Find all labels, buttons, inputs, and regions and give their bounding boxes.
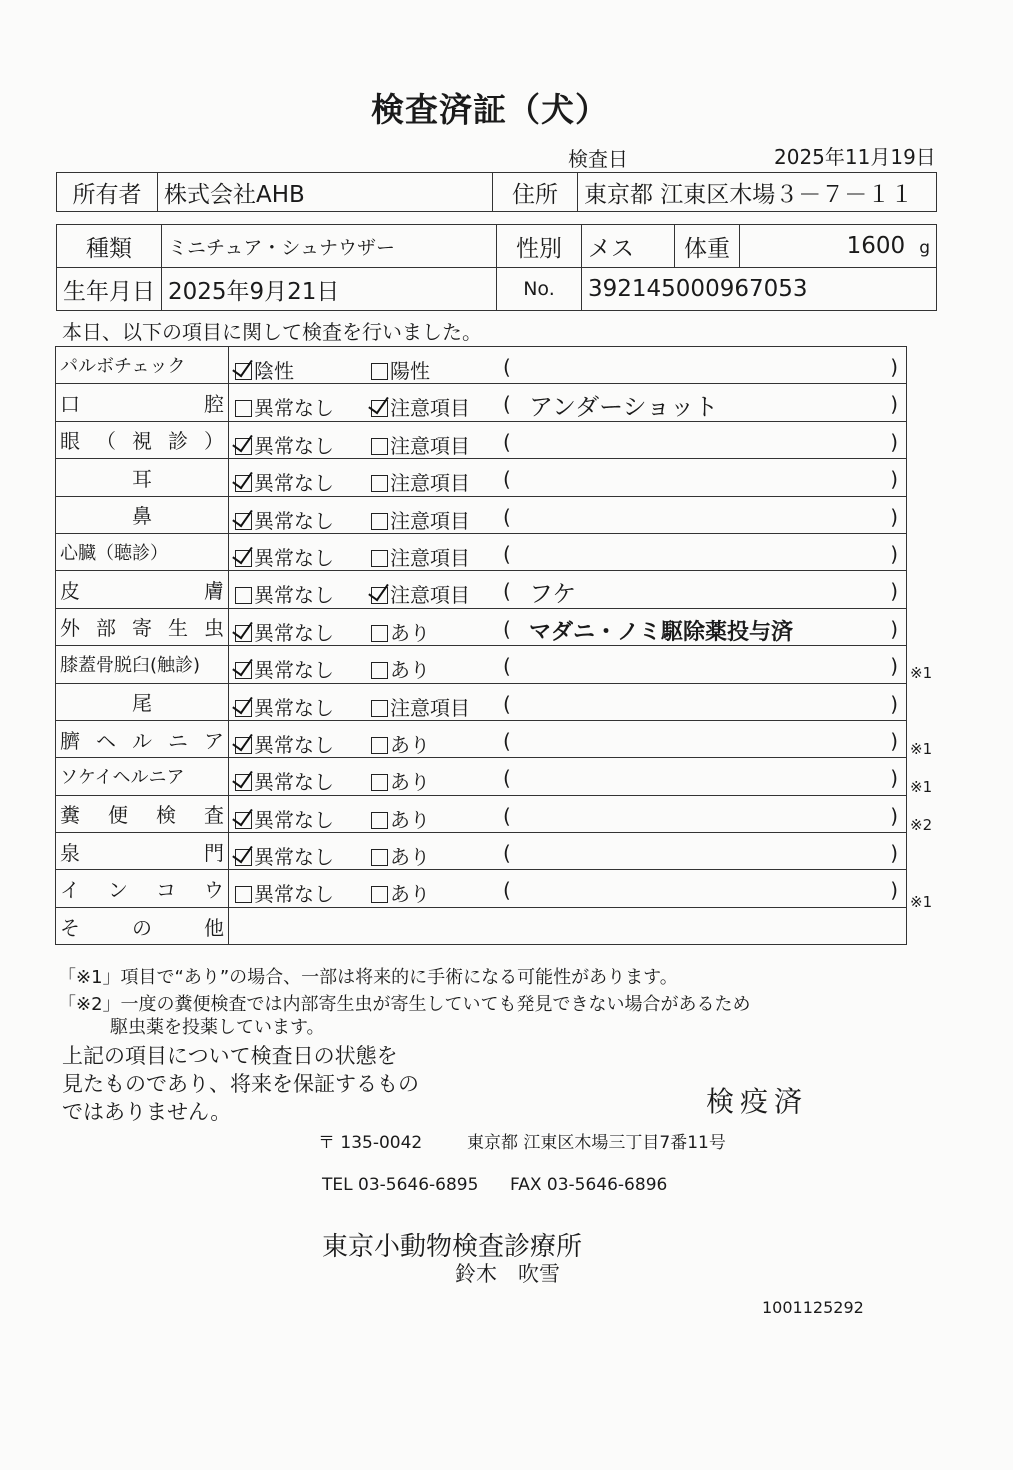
paren-open: ( [503, 654, 511, 679]
quarantine-stamp: 検疫済 [706, 1085, 809, 1118]
checklist-item [56, 347, 229, 384]
item-label: 尾 [132, 691, 152, 716]
option-2[interactable]: 注意項目 [371, 392, 470, 421]
note-text: マダニ・ノミ駆除薬投与済 [529, 619, 794, 645]
checklist-item [56, 421, 229, 458]
clinic-address: 東京都 江東区木場三丁目7番11号 [467, 1133, 726, 1153]
checklist-options [229, 608, 907, 645]
clinic-person: 鈴木 吹雪 [455, 1262, 560, 1286]
checklist-item [56, 795, 229, 832]
exam-date-value: 2025年11月19日 [774, 145, 936, 169]
weight-unit: g [919, 238, 930, 258]
checkbox-icon[interactable] [235, 774, 252, 791]
option-1[interactable]: 異常なし [235, 692, 334, 721]
no-value: 392145000967053 [582, 268, 937, 311]
weight-label: 体重 [675, 225, 740, 268]
checkbox-icon[interactable] [371, 363, 388, 380]
paren-open: ( [503, 728, 511, 753]
paren-open: ( [503, 429, 511, 454]
option-2[interactable]: 注意項目 [371, 467, 470, 496]
paren-open: ( [503, 691, 511, 716]
option-1[interactable]: 異常なし [235, 766, 334, 795]
footnote-mark: ※1 [910, 663, 933, 682]
item-label: 眼 （ 視 診 ） [60, 429, 224, 454]
document-title: 検査済証（犬） [371, 90, 609, 129]
item-label: そ の 他 [60, 915, 224, 940]
checkbox-icon[interactable] [371, 662, 388, 679]
dob-label: 生年月日 [57, 268, 162, 311]
checklist-options [229, 646, 907, 683]
checkbox-icon[interactable] [371, 513, 388, 530]
item-label: 膝蓋骨脱臼(触診) [60, 655, 201, 677]
weight-value: 1600 [846, 233, 906, 259]
paren-close: ) [890, 429, 898, 454]
item-label: 皮 膚 [60, 579, 224, 604]
checklist-options [229, 347, 907, 384]
paren-open: ( [503, 541, 511, 566]
disclaimer-line: 見たものであり、将来を保証するもの [62, 1072, 419, 1096]
checklist-item [56, 646, 229, 683]
footnote-mark: ※1 [910, 740, 933, 758]
item-label: 泉 門 [60, 840, 224, 865]
paren-close: ) [890, 878, 898, 903]
checkbox-icon[interactable] [371, 400, 388, 417]
exam-checklist [55, 346, 907, 945]
checkbox-icon[interactable] [235, 400, 252, 417]
checklist-item [56, 870, 229, 907]
paren-close: ) [890, 541, 898, 566]
checkbox-icon[interactable] [235, 849, 252, 866]
disclaimer [62, 1042, 419, 1126]
checklist-options [229, 533, 907, 570]
footnote-2a: 「※2」一度の糞便検査では内部寄生虫が寄生していても発見できない場合があるため [58, 994, 751, 1015]
checkbox-icon[interactable] [235, 438, 252, 455]
animal-info-table [56, 224, 937, 311]
serial-number: 1001125292 [762, 1298, 864, 1317]
checklist-row [56, 421, 907, 458]
option-1[interactable]: 異常なし [235, 430, 334, 459]
checklist-item [56, 459, 229, 496]
checkbox-icon[interactable] [371, 700, 388, 717]
checklist-item [56, 758, 229, 795]
checkbox-icon[interactable] [235, 475, 252, 492]
clinic-fax: FAX 03-5646-6896 [510, 1175, 668, 1195]
paren-close: ) [890, 728, 898, 753]
item-label: 鼻 [132, 504, 152, 529]
item-label: 耳 [132, 466, 152, 491]
checkbox-icon[interactable] [235, 662, 252, 679]
paren-open: ( [503, 392, 511, 417]
breed-label: 種類 [57, 225, 162, 268]
checkbox-icon[interactable] [371, 886, 388, 903]
checklist-row [56, 795, 907, 832]
option-1[interactable]: 陰性 [235, 355, 294, 384]
checkbox-icon[interactable] [235, 886, 252, 903]
footnote-mark: ※1 [910, 892, 933, 911]
paren-open: ( [503, 467, 511, 492]
no-label: No. [497, 268, 582, 311]
option-2[interactable]: あり [371, 654, 430, 683]
checklist-row [56, 384, 907, 421]
checklist-row [56, 758, 907, 795]
item-label: 口 腔 [60, 392, 224, 417]
option-1[interactable]: 異常なし [235, 467, 334, 496]
weight-cell [740, 225, 937, 268]
option-2[interactable]: あり [371, 766, 430, 795]
checkbox-icon[interactable] [371, 737, 388, 754]
paren-open: ( [503, 766, 511, 791]
paren-close: ) [890, 691, 898, 716]
paren-open: ( [503, 355, 511, 379]
checklist-row [56, 347, 907, 384]
checklist-row [56, 533, 907, 570]
paren-open: ( [503, 803, 511, 828]
paren-close: ) [890, 803, 898, 828]
note-text: フケ [529, 580, 577, 609]
disclaimer-line: 上記の項目について検査日の状態を [62, 1044, 398, 1068]
checkbox-icon[interactable] [371, 550, 388, 567]
paren-close: ) [890, 841, 898, 866]
dob-value: 2025年9月21日 [162, 268, 497, 311]
option-2[interactable]: あり [371, 804, 430, 833]
other-field[interactable] [229, 907, 907, 944]
checklist-options [229, 720, 907, 757]
checklist-options [229, 683, 907, 720]
option-1[interactable]: 異常なし [235, 542, 334, 571]
item-label: ソケイヘルニア [60, 767, 185, 789]
checklist-row [56, 833, 907, 870]
option-2[interactable]: 注意項目 [371, 692, 470, 721]
checklist-options [229, 571, 907, 608]
option-2[interactable]: 注意項目 [371, 542, 470, 571]
paren-close: ) [890, 355, 898, 379]
checklist-row [56, 571, 907, 608]
option-2[interactable]: 注意項目 [371, 505, 470, 534]
paren-close: ) [890, 392, 898, 417]
paren-close: ) [890, 766, 898, 791]
checkbox-icon[interactable] [235, 812, 252, 829]
checklist-row [56, 720, 907, 757]
intro-text: 本日、以下の項目に関して検査を行いました。 [62, 320, 482, 344]
owner-value: 株式会社AHB [158, 173, 493, 212]
note-text: アンダーショット [529, 393, 719, 422]
option-1[interactable]: 異常なし [235, 579, 334, 608]
checklist-row [56, 496, 907, 533]
footnote-mark: ※2 [910, 816, 933, 835]
item-label: 外 部 寄 生 虫 [60, 616, 224, 641]
checklist-options [229, 496, 907, 533]
checkbox-icon[interactable] [371, 774, 388, 791]
checkbox-icon[interactable] [235, 737, 252, 754]
option-1[interactable]: 異常なし [235, 505, 334, 534]
option-1[interactable]: 異常なし [235, 841, 334, 870]
checklist-options [229, 795, 907, 832]
exam-date-label: 検査日 [568, 147, 628, 171]
checkbox-icon[interactable] [235, 513, 252, 530]
owner-label: 所有者 [57, 173, 158, 212]
paren-close: ) [890, 616, 898, 641]
checkbox-icon[interactable] [371, 438, 388, 455]
paren-open: ( [503, 504, 511, 529]
checkbox-icon[interactable] [371, 625, 388, 642]
option-2[interactable]: あり [371, 841, 430, 870]
clinic-tel: TEL 03-5646-6895 [322, 1175, 479, 1195]
paren-open: ( [503, 841, 511, 866]
paren-open: ( [503, 579, 511, 604]
paren-close: ) [890, 654, 898, 679]
checklist-row [56, 870, 907, 907]
checklist-row [56, 646, 907, 683]
option-2[interactable]: 注意項目 [371, 579, 470, 608]
option-1[interactable]: 異常なし [235, 729, 334, 758]
checklist-row [56, 459, 907, 496]
sex-label: 性別 [497, 225, 582, 268]
address-value: 東京都 江東区木場３－７－１１ [578, 173, 937, 212]
item-label: 臍 ヘ ル ニ ア [60, 728, 224, 753]
checkbox-icon[interactable] [371, 475, 388, 492]
checklist-options [229, 421, 907, 458]
option-1[interactable]: 異常なし [235, 654, 334, 683]
item-label: パルボチェック [60, 356, 186, 378]
checklist-options [229, 758, 907, 795]
checklist-item [56, 907, 229, 944]
paren-close: ) [890, 504, 898, 529]
checkbox-icon[interactable] [371, 849, 388, 866]
option-2[interactable]: あり [371, 878, 430, 907]
checklist-item [56, 533, 229, 570]
paren-open: ( [503, 616, 511, 641]
option-1[interactable]: 異常なし [235, 617, 334, 646]
postal-code: 〒 135-0042 [318, 1133, 423, 1153]
option-2[interactable]: 陽性 [371, 355, 430, 384]
option-2[interactable]: あり [371, 729, 430, 758]
option-1[interactable]: 異常なし [235, 878, 334, 907]
checklist-options [229, 384, 907, 421]
checklist-options [229, 459, 907, 496]
breed-value: ミニチュア・シュナウザー [162, 225, 497, 268]
option-1[interactable]: 異常なし [235, 804, 334, 833]
checklist-row [56, 608, 907, 645]
paren-close: ) [890, 579, 898, 604]
footnote-1: 「※1」項目で“あり”の場合、一部は将来的に手術になる可能性があります。 [58, 967, 678, 988]
item-label: 糞 便 検 査 [60, 803, 224, 828]
checklist-item [56, 571, 229, 608]
address-label: 住所 [493, 173, 578, 212]
checkbox-icon[interactable] [235, 550, 252, 567]
checkbox-icon[interactable] [235, 587, 252, 604]
checklist-item [56, 720, 229, 757]
checklist-item [56, 496, 229, 533]
checklist-item [56, 608, 229, 645]
disclaimer-line: ではありません。 [62, 1100, 232, 1124]
checklist-row [56, 683, 907, 720]
option-2[interactable]: 注意項目 [371, 430, 470, 459]
checkbox-icon[interactable] [371, 812, 388, 829]
checklist-row-other [56, 907, 907, 944]
option-2[interactable]: あり [371, 617, 430, 646]
owner-table [56, 172, 937, 212]
paren-close: ) [890, 467, 898, 492]
footnote-mark: ※1 [910, 778, 933, 797]
checklist-options [229, 870, 907, 907]
option-1[interactable]: 異常なし [235, 392, 334, 421]
checklist-options [229, 833, 907, 870]
checklist-item [56, 833, 229, 870]
item-label: 心臓（聴診） [60, 543, 168, 565]
checklist-item [56, 384, 229, 421]
checkbox-icon[interactable] [235, 625, 252, 642]
clinic-name: 東京小動物検査診療所 [322, 1232, 583, 1262]
checkbox-icon[interactable] [371, 587, 388, 604]
item-label: イ ン コ ウ [60, 878, 224, 903]
paren-open: ( [503, 878, 511, 903]
footnote-2b: 駆虫薬を投薬しています。 [110, 1017, 325, 1038]
checkbox-icon[interactable] [235, 363, 252, 380]
checkbox-icon[interactable] [235, 700, 252, 717]
checklist-item [56, 683, 229, 720]
sex-value: メス [582, 225, 675, 268]
